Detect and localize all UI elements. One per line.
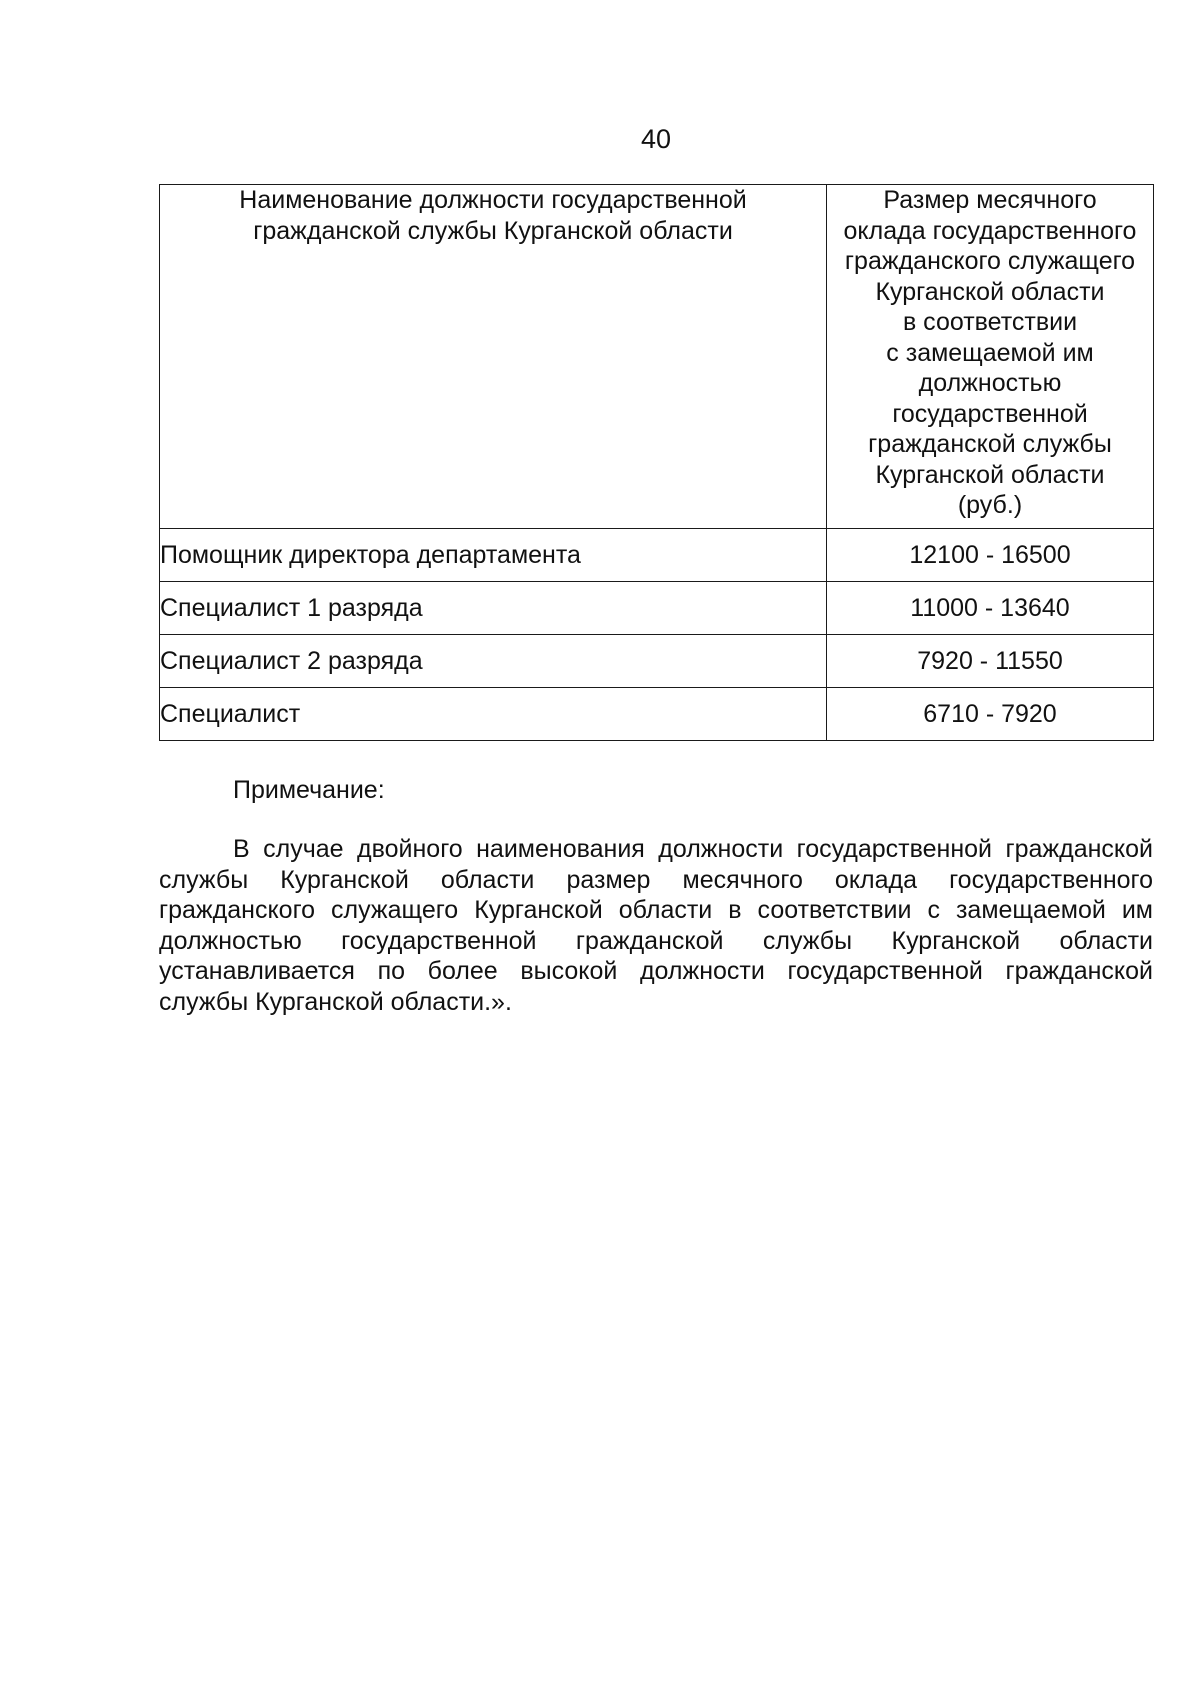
table-header-row: [160, 185, 1154, 529]
row-position: Помощник директора департамента: [160, 529, 827, 582]
row-salary: 12100 - 16500: [827, 529, 1154, 582]
table-row: [160, 582, 1154, 635]
header-salary-text: Размер месячного оклада государственного гражданского служащего Курганской области в соответствии с замещаемой им должностью государственной гражданской службы Курганской области (руб.): [843, 186, 1137, 519]
header-position: [160, 185, 827, 529]
table-row: [160, 635, 1154, 688]
table-row: [160, 688, 1154, 741]
row-salary: 6710 - 7920: [827, 688, 1154, 741]
note-label: Примечание:: [233, 776, 385, 804]
header-position-text: Наименование должности государственной гражданской службы Курганской области: [239, 186, 747, 245]
row-position: Специалист 1 разряда: [160, 582, 827, 635]
row-position: Специалист: [160, 688, 827, 741]
table-row: [160, 529, 1154, 582]
note-text: В случае двойного наименования должности государственной гражданской службы Курганской области размер месячного оклада государственного гражданского служащего Курганской области в соответствии с замещаемой им должностью государственной гражданской службы Курганской области устанавливается по более высокой должности государственной гражданской службы Курганской области.».: [159, 835, 1153, 1016]
header-salary: [827, 185, 1154, 529]
row-position: Специалист 2 разряда: [160, 635, 827, 688]
page-number: 40: [640, 124, 672, 154]
salary-table: [159, 184, 1154, 741]
row-salary: 7920 - 11550: [827, 635, 1154, 688]
row-salary: 11000 - 13640: [827, 582, 1154, 635]
